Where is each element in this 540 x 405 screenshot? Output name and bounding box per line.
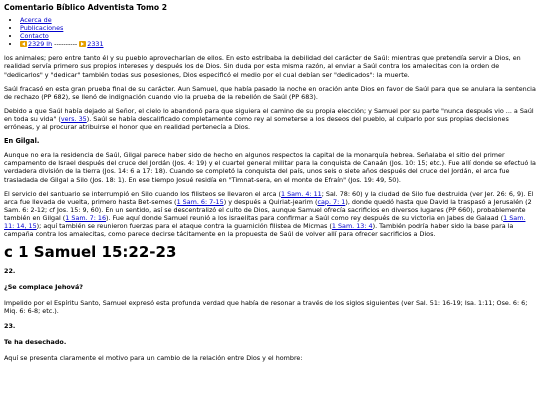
arrow-right-icon [79,41,86,47]
paragraph-5 [4,190,536,239]
pager-separator: ---------- [52,40,80,49]
arrow-left-icon [20,41,27,47]
nav-item-contacto [20,32,536,40]
ref-link-1sam-4-11[interactable]: 1 Sam. 4: 11 [280,189,322,198]
p5-text-c: ) y después a Quiriat-jearim ( [223,197,318,206]
p5-text-g: ). También podría haber sido la base para la campaña contra los amalecitas, como parece decirse tácitamente en la propuesta de Saúl de volver allí para ofrecer sacrificios a Dios. [4,221,514,239]
nav-link-acerca[interactable]: Acerca de [20,16,52,24]
nav-link-contacto[interactable]: Contacto [20,32,49,41]
p5-text-e: ). Fue aquí donde Samuel reunió a los israelitas para confirmar a Saúl como rey después de su victoria en Jabes de Galaad ( [106,213,504,222]
paragraph-7: Aquí se presenta claramente el motivo para un cambio de la relación entre Dios y el hombre: [4,353,303,362]
nav-link-publicaciones[interactable]: Publicaciones [20,24,64,33]
paragraph-4: Aunque no era la residencia de Saúl, Gilgal parece haber sido de hecho en algunos respectos la capital de la monarquía hebrea. Señalaba el sitio del primer campamento de Israel después del cruce del Jordán (Jos. 4: 19) y el cuartel general militar para la conquista de Canaán (Jos. 10: 15; etc.). Fue allí donde se efectuó la verdadera división de la tierra (Jos. 14: 6 a 17: 18). Cuando se completó la conquista del país, unos seis o siete años después del cruce del Jordán, el arca fue trasladada de Gilgal a Silo (Jos. 18: 1). En ese tiempo Josué residía en "Timnat-sera, en el monte de Efraín" (Jos. 19: 49, 50). [4,151,536,184]
paragraph-3-text-b: ). Saúl se había descalificado completamente como rey al someterse a los deseos del pueblo, al culparlo por sus propias decisiones erróneas, y al procurar atribuirse el honor que en realidad pertenecía a Dios. [4,114,509,132]
prev-page-label: 2329 lh [28,40,53,49]
ref-link-vers-35[interactable]: vers. 35 [60,114,87,123]
ref-link-1sam-6-7[interactable]: 1 Sam. 6: 7-15 [176,197,224,206]
verse-number-23: 23. [4,321,16,330]
p5-text-f: ); aquí también se reunieron fuerzas para el ataque contra la guarnición filistea de Micmas ( [36,221,332,230]
nav-list [4,16,536,48]
paragraph-3 [4,107,536,131]
ref-link-1sam-11-14[interactable]: 1 Sam. 11: 14, 15 [4,213,526,230]
paragraph-3-text-a: Debido a que Saúl había dejado al Señor, el cielo lo abandonó para que siguiera el camino de su propia elección; y Samuel por su parte "nunca después vio ... a Saúl en toda su vida" ( [4,106,534,123]
p5-text-a: El servicio del santuario se interrumpió en Silo cuando los filisteos se llevaron el arca ( [4,189,281,198]
verse-question-22: ¿Se complace Jehová? [4,283,83,292]
next-page-label: 2331 [87,40,104,49]
paragraph-1: los animales; pero entre tanto él y su pueblo aprovecharían de ellos. En esto estribaba la debilidad del carácter de Saúl: mientras que pretendía servir a Dios, en realidad servía primero sus propios intereses y después los de Dios. Sin duda por esta misma razón, al enviar a Saúl contra los amalecitas con la orden de "dedicarlos" y "dedicar" también todas sus posesiones, Dios especificó el medio por el cual debían ser "dedicados": la muerte. [4,54,521,79]
paragraph-6: Impelido por el Espíritu Santo, Samuel expresó esta profunda verdad que había de resonar a través de los siglos siguientes (ver Sal. 51: 16-19; Isa. 1:11; Ose. 6: 6; Miq. 6: 6-8; etc.). [4,299,528,316]
ref-link-1sam-7-16[interactable]: 1 Sam. 7: 16 [65,213,107,222]
passage-heading: c 1 Samuel 15:22-23 [4,243,177,262]
ref-link-1sam-13-4[interactable]: 1 Sam. 13: 4 [331,221,373,230]
nav-item-publicaciones [20,24,536,32]
p5-text-d: ), donde quedó hasta que David la traspasó a Jerusalén (2 Sam. 6: 2-12; cf Jos. 15: 9, 60). En un sentido, así se descentralizó el culto de Dios, aunque Samuel ofrecía sacrificios en diversos lugares (PP 660), probablemente también en Gilgal ( [4,197,532,222]
pager [20,40,536,48]
document-title: Comentario Bíblico Adventista Tomo 2 [4,3,168,12]
next-page-link[interactable] [79,40,103,48]
subheading-gilgal: En Gilgal. [4,137,40,146]
verse-heading-23: Te ha desechado. [4,337,67,346]
ref-link-cap-7-1[interactable]: cap. 7: 1 [317,197,346,206]
prev-page-link[interactable] [20,40,52,48]
verse-number-22: 22. [4,267,16,276]
nav-item-acerca [20,16,536,24]
p5-text-b: ; Sal. 78: 60) y la ciudad de Silo fue destruida (ver Jer. 26: 6, 9). El arca fue llevada de vuelta, primero hasta Bet-semes ( [4,189,534,206]
paragraph-2: Saúl fracasó en esta gran prueba final de su carácter. Aun Samuel, que había pasado la noche en oración ante Dios en favor de Saúl para que se anulara la sentencia de rechazo (PP 682), se llenó de indignación cuando vio la prueba de la rebelión de Saúl (PP 683). [4,84,536,101]
